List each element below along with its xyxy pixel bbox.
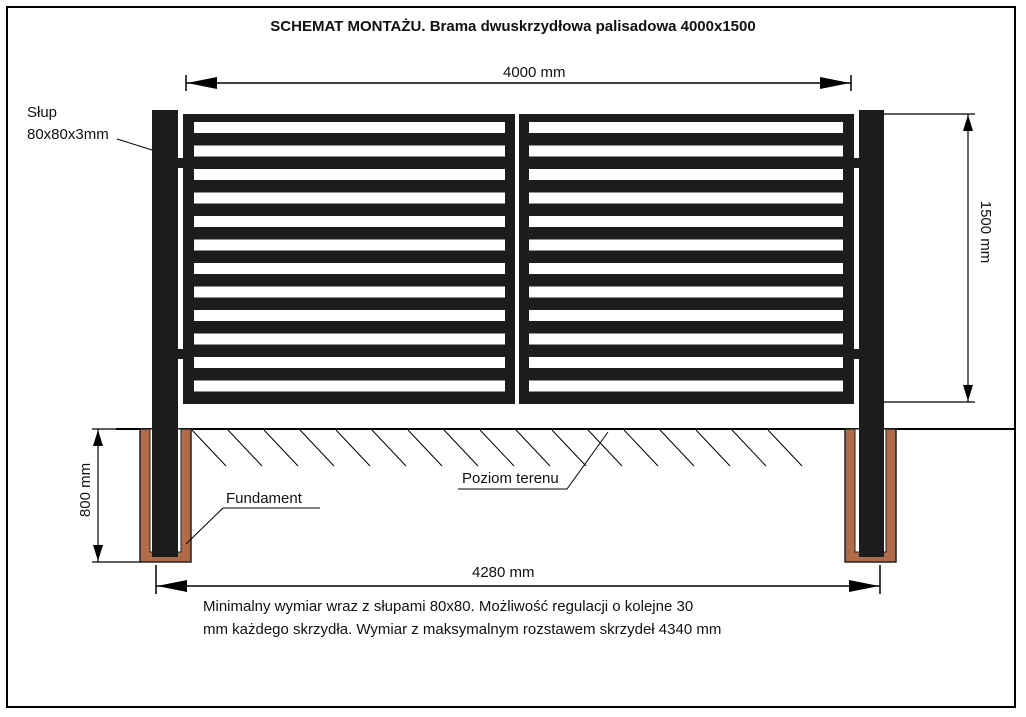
leaf-right-slot [529,193,843,204]
dimension-foundation-depth [92,429,140,562]
post-size-label: 80x80x3mm [27,126,109,143]
hatch-line [336,430,370,466]
leaf-right-slot [529,310,843,321]
leaf-right-slot [529,381,843,392]
leaf-right-slot [529,122,843,133]
hatch-line [300,430,334,466]
hatch-line [444,430,478,466]
hatch-line [696,430,730,466]
dimension-foundation-depth-arrow-bottom [93,545,103,561]
leader-post [117,139,152,150]
leaf-right-slot [529,287,843,298]
note-line-2: mm każdego skrzydła. Wymiar z maksymalnym rozstawem skrzydeł 4340 mm [203,621,722,638]
hatch-line [408,430,442,466]
leaf-left-slot [194,216,505,227]
dimension-total-width-arrow-left [157,580,187,592]
hatch-line [552,430,586,466]
leader-foundation [186,508,320,544]
leaf-right-slot [529,216,843,227]
dimension-gate-width-arrow-right [820,77,850,89]
post-right [859,110,884,557]
leaf-right-slot [529,357,843,368]
dimension-gate-height-arrow-top [963,115,973,131]
leaf-left-slot [194,263,505,274]
gate-width-label: 4000 mm [503,64,566,81]
leaf-right-slot [529,240,843,251]
total-width-label: 4280 mm [472,564,535,581]
foundation-label: Fundament [226,490,302,507]
leaf-left-slot [194,334,505,345]
hatch-line [228,430,262,466]
leaf-right-slot [529,146,843,157]
hatch-line [624,430,658,466]
gate-leaf-right [519,114,854,404]
hatch-line [372,430,406,466]
hatch-line [660,430,694,466]
dimension-gate-height-arrow-bottom [963,385,973,401]
dimension-gate-height [882,114,975,402]
dimension-foundation-depth-arrow-top [93,430,103,446]
leaf-left-slot [194,357,505,368]
leaf-left-slot [194,122,505,133]
ground-hatching [192,430,802,466]
ground-level-label: Poziom terenu [462,470,559,487]
leaf-right-slot [529,169,843,180]
leaf-left-slot [194,381,505,392]
gate-leaf-left [183,114,515,404]
leaf-left-slot [194,310,505,321]
hatch-line [732,430,766,466]
leaf-right-slot [529,334,843,345]
leaf-left-slot [194,287,505,298]
note-line-1: Minimalny wymiar wraz z słupami 80x80. Możliwość regulacji o kolejne 30 [203,598,694,615]
leaf-left-slot [194,193,505,204]
hatch-line [516,430,550,466]
leaf-left-slot [194,146,505,157]
hatch-line [480,430,514,466]
post-name-label: Słup [27,104,58,121]
leaf-left-slot [194,240,505,251]
hatch-line [264,430,298,466]
leaf-left-slot [194,169,505,180]
gate-height-label: 1500 mm [977,200,994,264]
leaf-right-slot [529,263,843,274]
foundation-depth-label: 800 mm [77,462,94,518]
dimension-gate-width-arrow-left [187,77,217,89]
hatch-line [192,430,226,466]
drawing-title: SCHEMAT MONTAŻU. Brama dwuskrzydłowa palisadowa 4000x1500 [270,18,756,35]
hatch-line [768,430,802,466]
dimension-total-width-arrow-right [849,580,879,592]
post-left [152,110,178,557]
